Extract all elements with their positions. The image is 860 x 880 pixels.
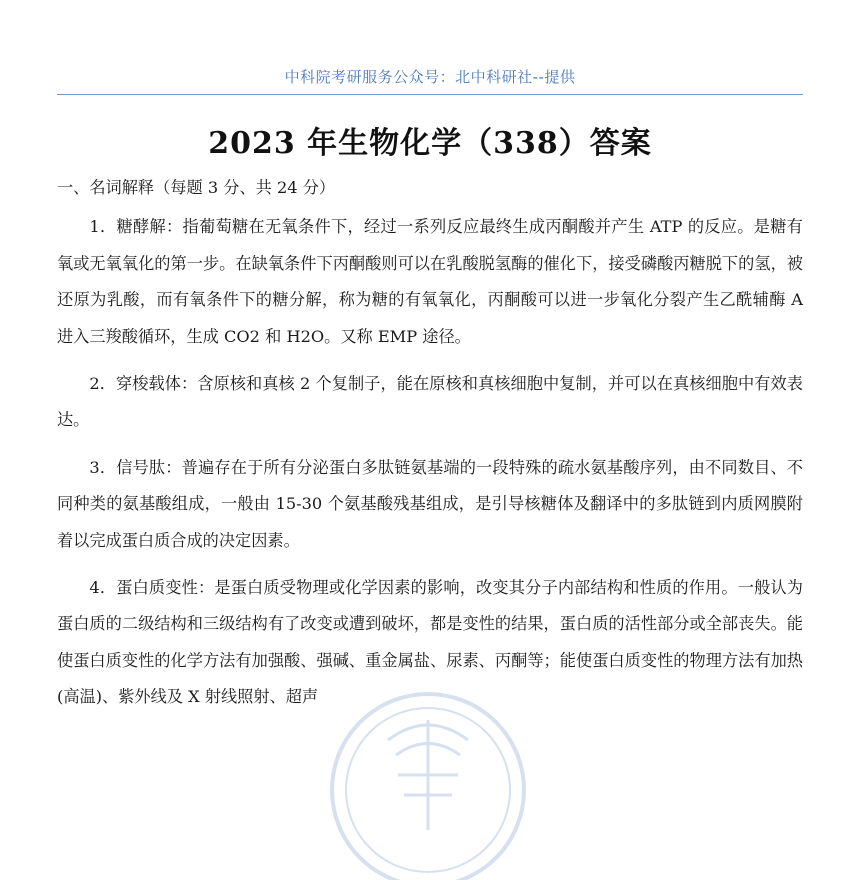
paragraph-1: 1．糖酵解：指葡萄糖在无氧条件下，经过一系列反应最终生成丙酮酸并产生 ATP 的反应。是糖有氧或无氧氧化的第一步。在缺氧条件下丙酮酸则可以在乳酸脱氢酶的催化下，接受磷酸丙糖脱下的氢，被还原为乳酸，而有氧条件下的糖分解，称为糖的有氧氧化，丙酮酸可以进一步氧化分裂产生乙酰辅酶 A 进入三羧酸循环，生成 CO2 和 H2O。又称 EMP 途径。 (57, 217, 803, 346)
header-divider (57, 94, 803, 95)
document-body (57, 170, 803, 716)
paragraph-3: 3．信号肽：普遍存在于所有分泌蛋白多肽链氨基端的一段特殊的疏水氨基酸序列，由不同数目、不同种类的氨基酸组成，一般由 15-30 个氨基酸残基组成，是引导核糖体及翻译中的多肽链到内质网膜附着以完成蛋白质合成的决定因素。 (57, 457, 803, 550)
watermark-emblem-icon (318, 680, 538, 880)
paragraph-2: 2．穿梭载体：含原核和真核 2 个复制子，能在原核和真核细胞中复制，并可以在真核细胞中有效表达。 (57, 374, 803, 430)
section-heading: 一、名词解释（每题 3 分、共 24 分） (57, 178, 336, 197)
paragraph-4: 4．蛋白质变性：是蛋白质受物理或化学因素的影响，改变其分子内部结构和性质的作用。一般认为蛋白质的二级结构和三级结构有了改变或遭到破坏，都是变性的结果，蛋白质的活性部分或全部丧失。能使蛋白质变性的化学方法有加强酸、强碱、重金属盐、尿素、丙酮等；能使蛋白质变性的物理方法有加热(高温)、紫外线及 X 射线照射、超声 (57, 578, 803, 707)
document-title: 2023 年生物化学（338）答案 (208, 126, 652, 161)
page-header: 中科院考研服务公众号：北中科研社--提供 (284, 68, 576, 86)
